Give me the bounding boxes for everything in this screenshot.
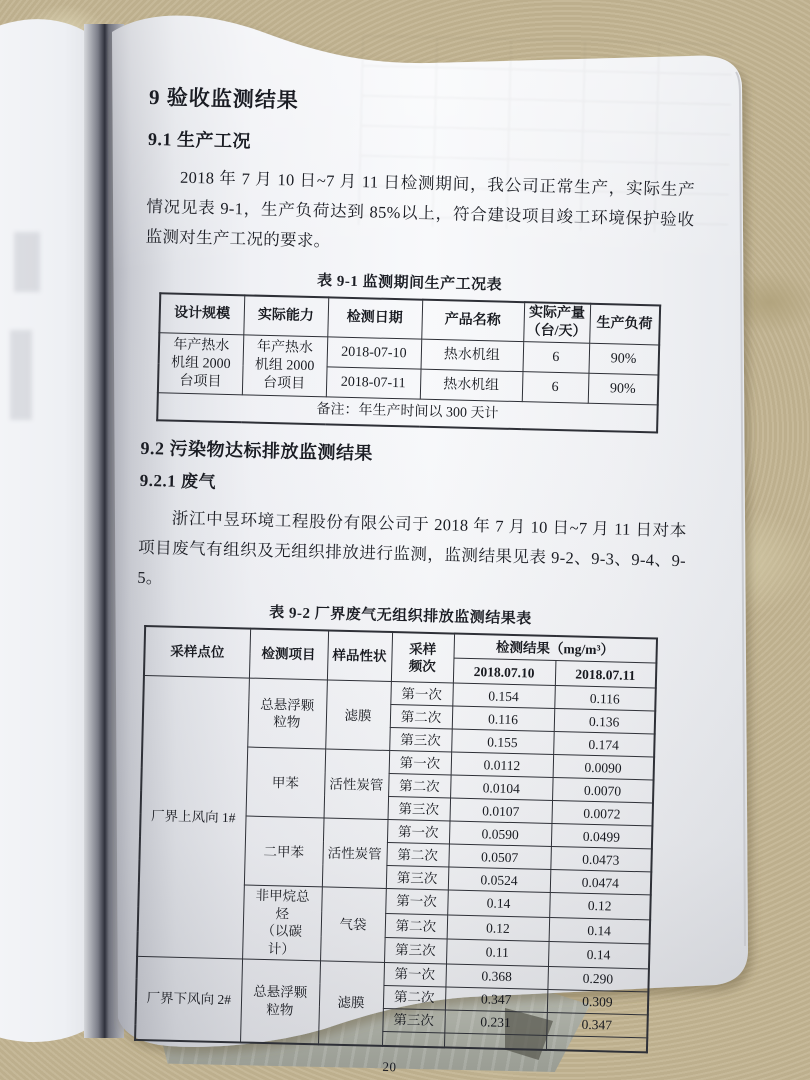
table-cell: 检测结果（mg/m³） [453, 633, 657, 663]
bleedthrough-ghost [14, 232, 40, 292]
table-cell: 厂界下风向 2# [135, 956, 242, 1043]
table-cell: 非甲烷总 烃 （以碳 计） [242, 885, 322, 960]
table-9-2-caption: 表 9-2 厂界废气无组织排放监测结果表 [269, 604, 532, 628]
table-cell: 90% [588, 374, 659, 406]
table-cell: 0.0474 [550, 870, 652, 895]
table-cell: 0.14 [548, 942, 650, 969]
table-9-1-caption: 表 9-1 监测期间生产工况表 [316, 273, 503, 294]
table-cell: 第二次 [383, 985, 446, 1010]
table-cell: 0.0070 [552, 778, 654, 803]
table-cell: 总悬浮颗 粒物 [240, 959, 320, 1045]
table-cell: 6 [522, 372, 589, 404]
table-cell: 检测日期 [327, 297, 422, 339]
table-cell: 0.11 [446, 939, 549, 966]
table-cell: 0.154 [452, 683, 555, 708]
table-cell: 第三次 [389, 728, 452, 753]
section-9-heading: 9 验收监测结果 [148, 84, 300, 113]
table-cell [382, 1031, 444, 1048]
table-cell: 年产热水 机组 2000 台项目 [158, 333, 243, 395]
table-cell: 90% [588, 344, 659, 376]
table-cell: 热水机组 [420, 370, 523, 402]
table-cell: 第二次 [390, 705, 453, 730]
table-cell: 总悬浮颗 粒物 [247, 678, 327, 749]
table-cell: 厂界上风向 1# [137, 676, 249, 959]
table-cell: 0.12 [447, 915, 550, 942]
table-cell: 2018-07-10 [327, 337, 422, 369]
table-cell: 0.0473 [550, 847, 652, 872]
table-cell: 甲苯 [246, 747, 326, 818]
bleedthrough-ghost [10, 330, 32, 420]
table-cell: 0.0590 [449, 821, 552, 846]
table-cell: 0.116 [554, 686, 656, 711]
table-cell: 第一次 [389, 751, 452, 776]
table-cell: 2018.07.10 [453, 658, 556, 685]
table-cell [546, 1035, 647, 1052]
table-cell: 第三次 [386, 866, 449, 891]
table-cell: 年产热水 机组 2000 台项目 [242, 335, 327, 397]
table-cell: 0.14 [447, 890, 550, 917]
table-cell: 0.231 [444, 1010, 547, 1035]
table-cell: 0.0090 [553, 755, 655, 780]
section-9-1-heading: 9.1 生产工况 [147, 128, 252, 152]
table-cell: 二甲苯 [244, 816, 324, 887]
table-cell: 0.0104 [450, 775, 553, 800]
table-cell: 活性炭管 [322, 818, 388, 889]
table-cell: 检测项目 [249, 628, 328, 680]
page-content [87, 19, 752, 1080]
page-number: 20 [382, 1058, 397, 1075]
table-cell: 0.347 [445, 987, 548, 1012]
table-cell: 0.174 [553, 732, 655, 757]
table-cell: 0.155 [451, 729, 554, 754]
table-cell: 0.12 [549, 893, 651, 920]
table-cell: 0.347 [546, 1012, 648, 1037]
table-cell: 备注：年生产时间以 300 天计 [157, 393, 658, 432]
table-cell: 第一次 [390, 682, 453, 707]
table-9-1 [156, 292, 661, 433]
table-cell: 第二次 [385, 913, 448, 939]
table-cell: 0.309 [547, 989, 649, 1014]
table-cell: 第二次 [388, 774, 451, 799]
table-cell: 0.0072 [551, 801, 653, 826]
table-cell: 采样 频次 [391, 632, 454, 683]
table-cell: 实际产量 （台/天） [523, 302, 590, 343]
table-cell: 0.290 [547, 966, 649, 991]
table-cell: 0.0112 [451, 752, 554, 777]
table-cell: 产品名称 [421, 300, 524, 342]
table-cell: 0.14 [549, 917, 651, 944]
table-cell: 0.0507 [448, 844, 551, 869]
table-cell: 设计规模 [159, 293, 244, 335]
section-9-2-1-heading: 9.2.1 废气 [139, 470, 217, 492]
table-cell [444, 1032, 546, 1049]
table-cell: 实际能力 [243, 295, 328, 337]
table-cell: 0.0107 [449, 798, 552, 823]
section-9-1-paragraph: 2018 年 7 月 10 日~7 月 11 日检测期间，我公司正常生产，实际生产情况见表 9-1，生产负荷达到 85%以上，符合建设项目竣工环境保护验收监测对生产工况的要求。 [145, 167, 696, 251]
table-cell: 2018.07.11 [555, 661, 657, 688]
table-cell: 热水机组 [421, 340, 524, 372]
table-cell: 样品性状 [327, 630, 392, 682]
table-cell: 第三次 [382, 1008, 445, 1033]
section-9-2-1-paragraph: 浙江中昱环境工程股份有限公司于 2018 年 7 月 10 日~7 月 11 日对本项目废气有组织及无组织排放进行监测，监测结果见表 9-2、9-3、9-4、9-5。 [137, 508, 687, 588]
table-cell: 第二次 [386, 843, 449, 868]
table-cell: 6 [522, 342, 589, 374]
table-cell: 2018-07-11 [326, 367, 421, 399]
table-cell: 0.0524 [448, 867, 551, 892]
table-cell: 第一次 [387, 820, 450, 845]
table-cell: 第一次 [385, 889, 448, 915]
table-cell: 第三次 [388, 797, 451, 822]
table-cell: 活性炭管 [324, 749, 390, 820]
table-cell: 采样点位 [144, 626, 250, 679]
table-cell: 第三次 [384, 938, 447, 964]
table-cell: 0.136 [554, 709, 656, 734]
table-cell: 生产负荷 [589, 304, 660, 346]
table-cell: 第一次 [383, 962, 446, 987]
section-9-2-heading: 9.2 污染物达标排放监测结果 [140, 437, 374, 464]
table-cell: 滤膜 [318, 960, 384, 1046]
table-cell: 滤膜 [325, 680, 391, 751]
table-cell: 0.368 [445, 964, 548, 989]
table-cell: 0.0499 [551, 824, 653, 849]
table-cell: 0.116 [452, 706, 555, 731]
table-cell: 气袋 [320, 887, 386, 962]
table-9-2 [134, 625, 658, 1054]
left-page-edge [0, 19, 92, 1042]
